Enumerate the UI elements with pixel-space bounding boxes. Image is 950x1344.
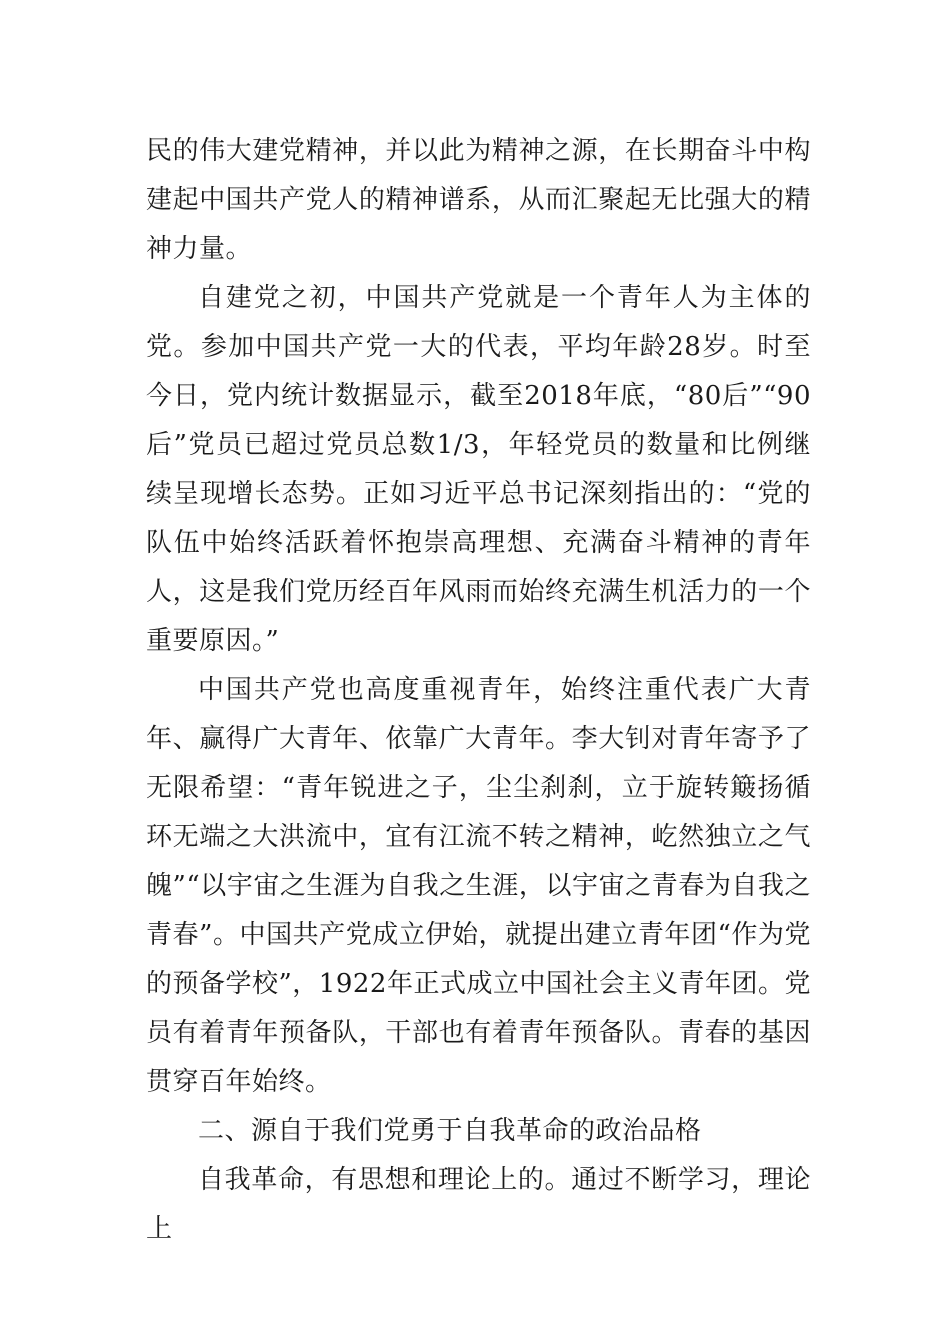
document-body [146,127,811,1254]
paragraph-self-revolution: 自我革命，有思想和理论上的。通过不断学习，理论上 [146,1165,811,1244]
paragraph-value-youth: 中国共产党也高度重视青年，始终注重代表广大青年、赢得广大青年、依靠广大青年。李大钊对青年寄予了无限希望：“青年锐进之子，尘尘刹刹，立于旋转簸扬循环无端之大洪流中，宜有江流不转之精神，屹然独立之气魄”“以宇宙之生涯为自我之生涯，以宇宙之青春为自我之青春”。中国共产党成立伊始，就提出建立青年团“作为党的预备学校”，1922年正式成立中国社会主义青年团。党员有着青年预备队，干部也有着青年预备队。青春的基因贯穿百年始终。 [146,675,811,1097]
section-heading: 二、源自于我们党勇于自我革命的政治品格 [198,1116,702,1146]
paragraph-youth-party: 自建党之初，中国共产党就是一个青年人为主体的党。参加中国共产党一大的代表，平均年龄28岁。时至今日，党内统计数据显示，截至2018年底，“80后”“90后”党员已超过党员总数1/3，年轻党员的数量和比例继续呈现增长态势。正如习近平总书记深刻指出的：“党的队伍中始终活跃着怀抱崇高理想、充满奋斗精神的青年人，这是我们党历经百年风雨而始终充满生机活力的一个重要原因。” [146,283,811,656]
paragraph-continuation: 民的伟大建党精神，并以此为精神之源，在长期奋斗中构建起中国共产党人的精神谱系，从而汇聚起无比强大的精神力量。 [146,136,811,264]
